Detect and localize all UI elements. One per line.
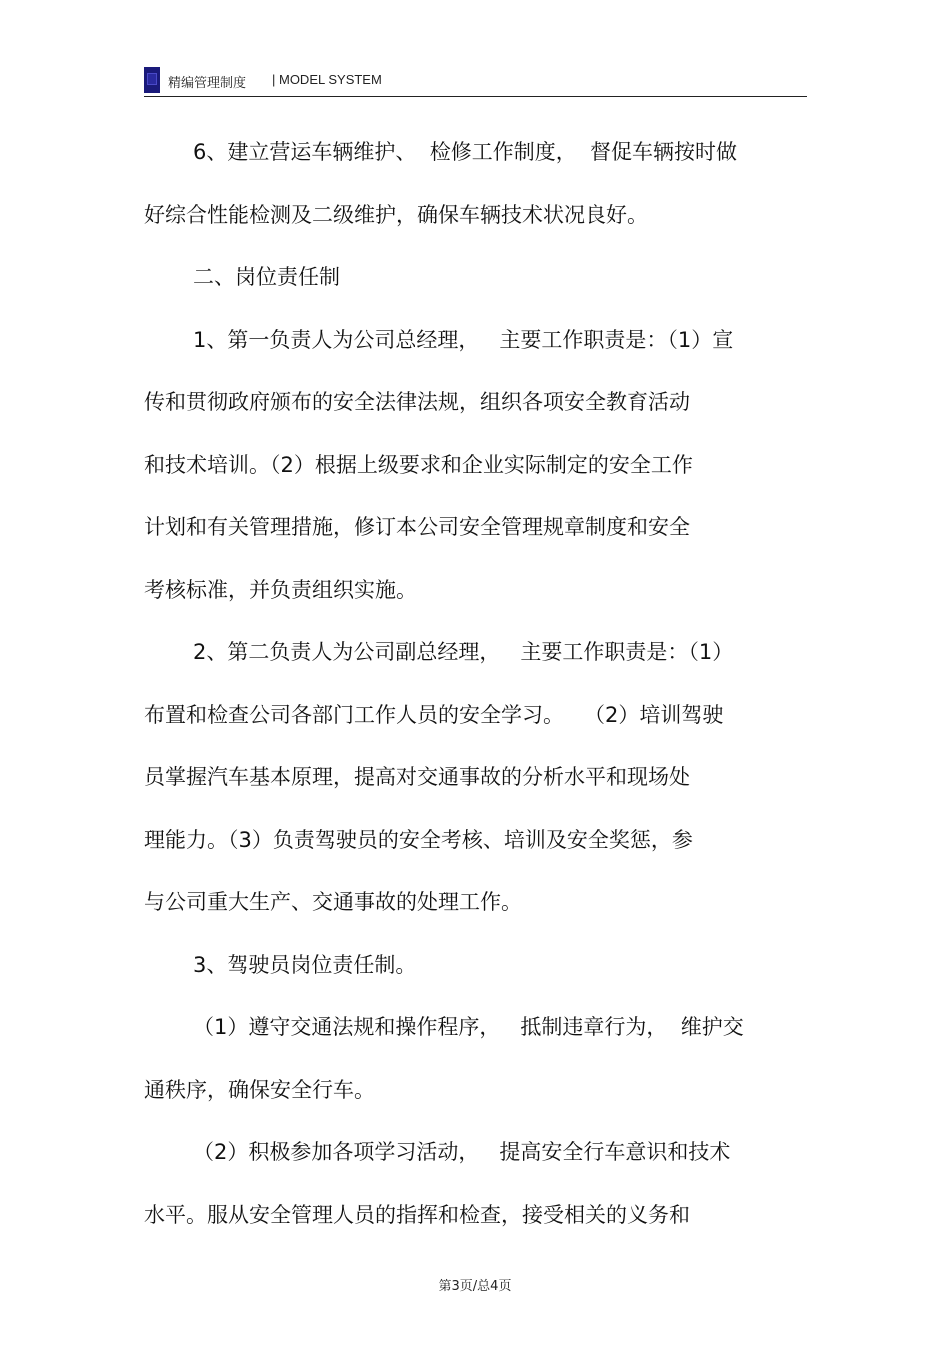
body-line: 6、建立营运车辆维护、 检修工作制度， 督促车辆按时做 — [193, 140, 738, 164]
body-line: 1、第一负责人为公司总经理， 主要工作职责是：（1）宣 — [193, 328, 734, 352]
body-line: 2、第二负责人为公司副总经理， 主要工作职责是：（1） — [193, 640, 734, 664]
body-line: 员掌握汽车基本原理，提高对交通事故的分析水平和现场处 — [144, 765, 690, 789]
body-line: 传和贯彻政府颁布的安全法律法规，组织各项安全教育活动 — [144, 390, 690, 414]
body-line: 考核标准，并负责组织实施。 — [144, 578, 417, 602]
page-header — [144, 66, 807, 97]
body-line: 好综合性能检测及二级维护，确保车辆技术状况良好。 — [144, 203, 648, 227]
body-line: （2）积极参加各项学习活动， 提高安全行车意识和技术 — [193, 1140, 731, 1164]
body-line: 3、驾驶员岗位责任制。 — [193, 953, 417, 977]
body-line: 通秩序，确保安全行车。 — [144, 1078, 375, 1102]
header-brand: 精编管理制度 — [168, 76, 247, 91]
logo-mark — [147, 73, 157, 85]
body-line: 布置和检查公司各部门工作人员的安全学习。 （2）培训驾驶 — [144, 703, 724, 727]
body-line: 与公司重大生产、交通事故的处理工作。 — [144, 890, 522, 914]
logo-icon — [144, 67, 160, 93]
body-line: 理能力。（3）负责驾驶员的安全考核、培训及安全奖惩，参 — [144, 828, 693, 852]
section-heading: 二、岗位责任制 — [193, 265, 340, 289]
body-line: 计划和有关管理措施，修订本公司安全管理规章制度和安全 — [144, 515, 690, 539]
body-line: 和技术培训。（2）根据上级要求和企业实际制定的安全工作 — [144, 453, 693, 477]
header-system: | MODEL SYSTEM — [272, 72, 382, 87]
body-line: 水平。服从安全管理人员的指挥和检查，接受相关的义务和 — [144, 1203, 690, 1227]
page-number: 第3页/总4页 — [438, 1279, 512, 1294]
body-line: （1）遵守交通法规和操作程序， 抵制违章行为， 维护交 — [193, 1015, 744, 1039]
